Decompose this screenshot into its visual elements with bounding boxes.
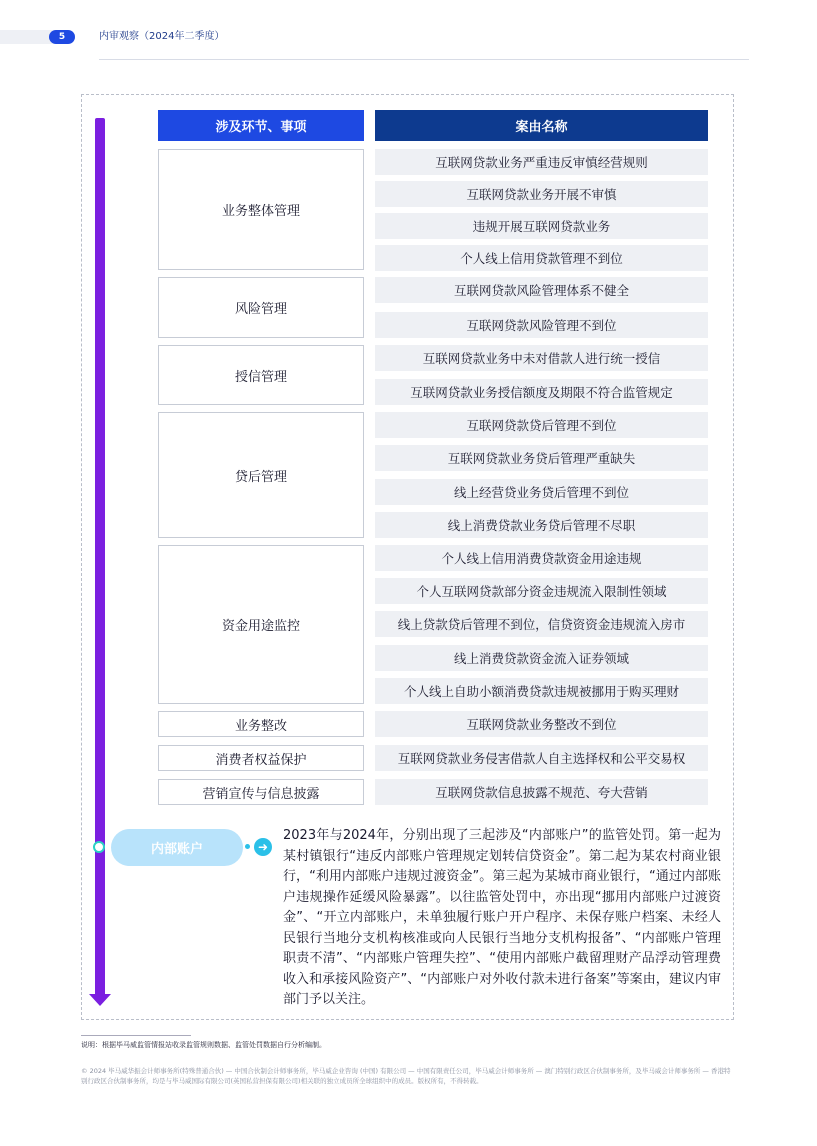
page-number: 5: [49, 30, 75, 44]
case-cell: 互联网贷款业务中未对借款人进行统一授信: [375, 345, 708, 371]
case-cell: 个人线上信用贷款管理不到位: [375, 245, 708, 271]
case-cell: 个人线上信用消费贷款资金用途违规: [375, 545, 708, 571]
category-cell: 授信管理: [158, 345, 364, 405]
case-cell: 互联网贷款业务严重违反审慎经营规则: [375, 149, 708, 175]
case-cell: 互联网贷款贷后管理不到位: [375, 412, 708, 438]
section-body-text: 2023年与2024年，分别出现了三起涉及“内部账户”的监管处罚。第一起为某村镇银行“违反内部账户管理规定划转信贷资金”。第二起为某农村商业银行，“利用内部账户违规过渡资金”。第三起为某城市商业银行，“通过内部账户违规操作延缓风险暴露”。以往监管处罚中，亦出现“挪用内部账户过渡资金”、“开立内部账户，未单独履行账户开户程序、未保存账户档案、未经人民银行当地分支机构核准或向人民银行当地分支机构报备”、“内部账户管理职责不清”、“内部账户管理失控”、“使用内部账户截留理财产品浮动管理费收入和承接风险资产”、“内部账户对外收付款未进行备案”等案由，建议内审部门予以关注。: [283, 828, 721, 1007]
note-divider: [81, 1035, 191, 1036]
category-cell: 业务整体管理: [158, 149, 364, 270]
case-cell: 互联网贷款信息披露不规范、夸大营销: [375, 779, 708, 805]
case-cell: 个人互联网贷款部分资金违规流入限制性领域: [375, 578, 708, 604]
section-pill-label: 内部账户: [111, 829, 243, 866]
source-note: 说明：根据毕马威监管情报站收录监管规则数据、监管处罚数据自行分析编制。: [81, 1041, 326, 1049]
timeline-dot-icon: [93, 841, 105, 853]
header-title: 内审观察（2024年二季度）: [99, 31, 225, 42]
header-divider: [99, 59, 749, 60]
case-cell: 互联网贷款风险管理体系不健全: [375, 277, 708, 303]
timeline-arrow-icon: [89, 994, 111, 1006]
copyright-footer: © 2024 毕马威华振会计师事务所(特殊普通合伙) — 中国合伙制会计师事务所，毕马威企业咨询 (中国) 有限公司 — 中国有限责任公司，毕马威会计师事务所 — 澳门特别行政区合伙制事务所，及毕马威会计师事务所 — 香港特别行政区合伙制事务所，均是与毕马威国际有限公司(英国私营担保有限公司)相关联的独立成员所全球组织中的成员。版权所有，不得转载。: [81, 1067, 731, 1085]
category-cell: 消费者权益保护: [158, 745, 364, 771]
case-cell: 线上消费贷款业务贷后管理不尽职: [375, 512, 708, 538]
timeline-bar: [95, 118, 105, 998]
category-cell: 贷后管理: [158, 412, 364, 538]
case-cell: 互联网贷款业务授信额度及期限不符合监管规定: [375, 379, 708, 405]
case-cell: 互联网贷款业务整改不到位: [375, 711, 708, 737]
case-cell: 线上消费贷款资金流入证券领域: [375, 645, 708, 671]
case-cell: 个人线上自助小额消费贷款违规被挪用于购买理财: [375, 678, 708, 704]
case-cell: 互联网贷款业务侵害借款人自主选择权和公平交易权: [375, 745, 708, 771]
category-cell: 业务整改: [158, 711, 364, 737]
case-cell: 互联网贷款业务开展不审慎: [375, 181, 708, 207]
column-header-case: 案由名称: [375, 110, 708, 141]
case-cell: 互联网贷款业务贷后管理严重缺失: [375, 445, 708, 471]
case-cell: 线上贷款贷后管理不到位，信贷资资金违规流入房市: [375, 611, 708, 637]
case-cell: 互联网贷款风险管理不到位: [375, 312, 708, 338]
column-header-category: 涉及环节、事项: [158, 110, 364, 141]
arrow-right-icon: ➜: [254, 838, 272, 856]
category-cell: 风险管理: [158, 277, 364, 338]
connector-dot-icon: [245, 844, 250, 849]
category-cell: 资金用途监控: [158, 545, 364, 704]
category-cell: 营销宣传与信息披露: [158, 779, 364, 805]
case-cell: 违规开展互联网贷款业务: [375, 213, 708, 239]
case-cell: 线上经营贷业务贷后管理不到位: [375, 479, 708, 505]
